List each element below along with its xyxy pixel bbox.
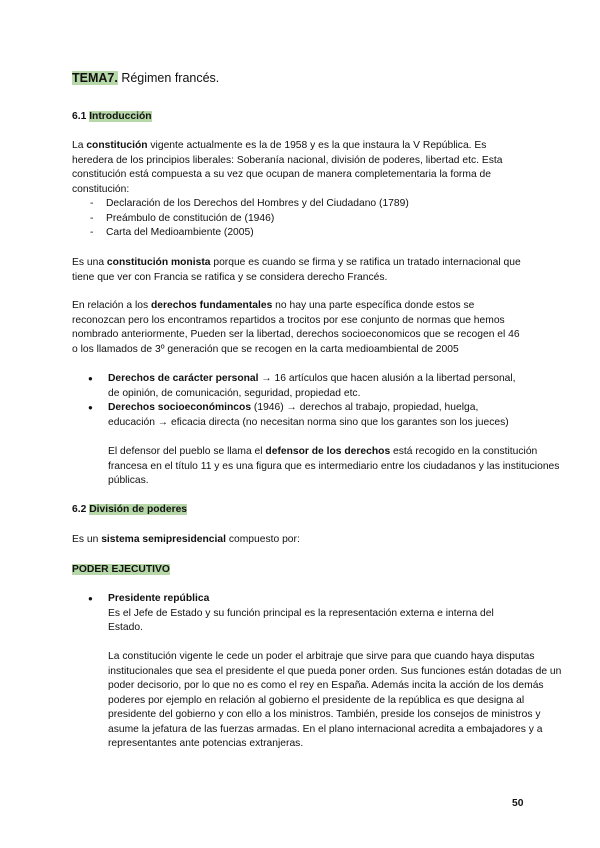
text-run: (1946) → derechos al trabajo, propiedad, huelga, educación → eficacia directa (no necesitan norma sino que los garantes son los jueces) <box>108 402 509 428</box>
text-run: La <box>72 140 87 151</box>
text-run: En relación a los <box>72 300 151 311</box>
division-paragraph <box>72 533 528 548</box>
poder-ejecutivo-heading <box>72 563 528 578</box>
bold-term: defensor de los derechos <box>265 446 391 457</box>
text-run: El defensor del pueblo se llama el <box>108 446 266 457</box>
section-heading-intro <box>72 110 528 125</box>
rights-list <box>72 372 528 430</box>
list-item <box>72 592 528 636</box>
presidente-paragraph: La constitución vigente le cede un poder el arbitraje que sirve para que cuando haya disputas institucionales que sea el presidente el que pueda poner orden. Sus funciones están dotadas de un poder decisorio, por lo que no es como el rey en España. Además incita la acción de los demás poderes por ejemplo en relación al gobierno el presidente de la república es que designa al presidente del gobierno y con ello a los ministros. También, preside los consejos de ministros y asume la jefatura de las fuerzas armadas. En el plano internacional acredita a embajadores y a representantes ante potencias extranjeras. <box>108 651 562 749</box>
bold-term: constitución monista <box>106 257 211 268</box>
bold-term: sistema semipresidencial <box>101 534 226 545</box>
text-run: Es el Jefe de Estado y su función principal es la representación externa e interna del Estado. <box>108 607 494 633</box>
bold-term: constitución <box>86 140 148 151</box>
bold-term: Derechos socioeconómincos <box>108 402 252 413</box>
monista-paragraph <box>72 256 528 285</box>
list-item: - Carta del Medioambiente (2005) <box>72 226 528 241</box>
text-run: porque es cuando se firma y se ratifica un tratado internacional que tiene que ver con Francia se ratifica y se considera derecho Francés. <box>72 257 521 283</box>
bold-term: Derechos de carácter personal <box>108 373 259 384</box>
heading-label: División de poderes <box>89 504 188 515</box>
rights-paragraph <box>72 299 528 357</box>
heading-number: 6.2 <box>72 504 90 515</box>
list-item: - Declaración de los Derechos del Hombres y del Ciudadano (1789) <box>72 197 528 212</box>
title-tag: TEMA7. <box>72 71 118 85</box>
title-text: Régimen francés. <box>117 71 220 85</box>
heading-label: PODER EJECUTIVO <box>72 564 170 575</box>
text-run: compuesto por: <box>225 534 300 545</box>
constitution-components-list <box>72 197 528 241</box>
text-run: → 16 artículos que hacen alusión a la libertad personal, de opinión, de comunicación, seguridad, propiedad etc. <box>108 373 516 399</box>
defensor-paragraph <box>72 445 564 489</box>
text-run: Es un <box>72 534 102 545</box>
page-title <box>72 70 528 86</box>
text-run: está recogido en la constitución francesa en el título 11 y es una figura que es intermediario entre los ciudadanos y las instituciones públicas. <box>108 446 560 486</box>
page-number: 50 <box>512 798 524 809</box>
text-run: no hay una parte específica donde estos se reconozcan pero los encontramos repartidos a trocitos por ese conjunto de normas que hemos nombrado anteriormente, Pueden ser la libertad, derechos socioeconomicos que se recogen el 46 o los llamados de 3º generación que se recogen en la carta medioambiental de 2005 <box>72 300 520 355</box>
ejecutivo-list <box>72 592 528 636</box>
heading-number: 6.1 <box>72 111 90 122</box>
list-item <box>72 401 528 430</box>
bold-term: Presidente república <box>108 593 210 604</box>
intro-paragraph <box>72 139 528 197</box>
section-heading-division <box>72 503 528 518</box>
text-run: vigente actualmente es la de 1958 y es la que instaura la V República. Es heredera de los principios liberales: Soberanía nacional, división de poderes, libertad etc. Esta constitución está compuesta a su vez que ocupan de manera completementaria la forma de constitución: <box>72 140 503 195</box>
bold-term: derechos fundamentales <box>151 300 273 311</box>
list-item: - Preámbulo de constitución de (1946) <box>72 212 528 227</box>
text-run: Es una <box>72 257 107 268</box>
heading-label: Introducción <box>89 111 152 122</box>
list-item <box>72 372 528 401</box>
